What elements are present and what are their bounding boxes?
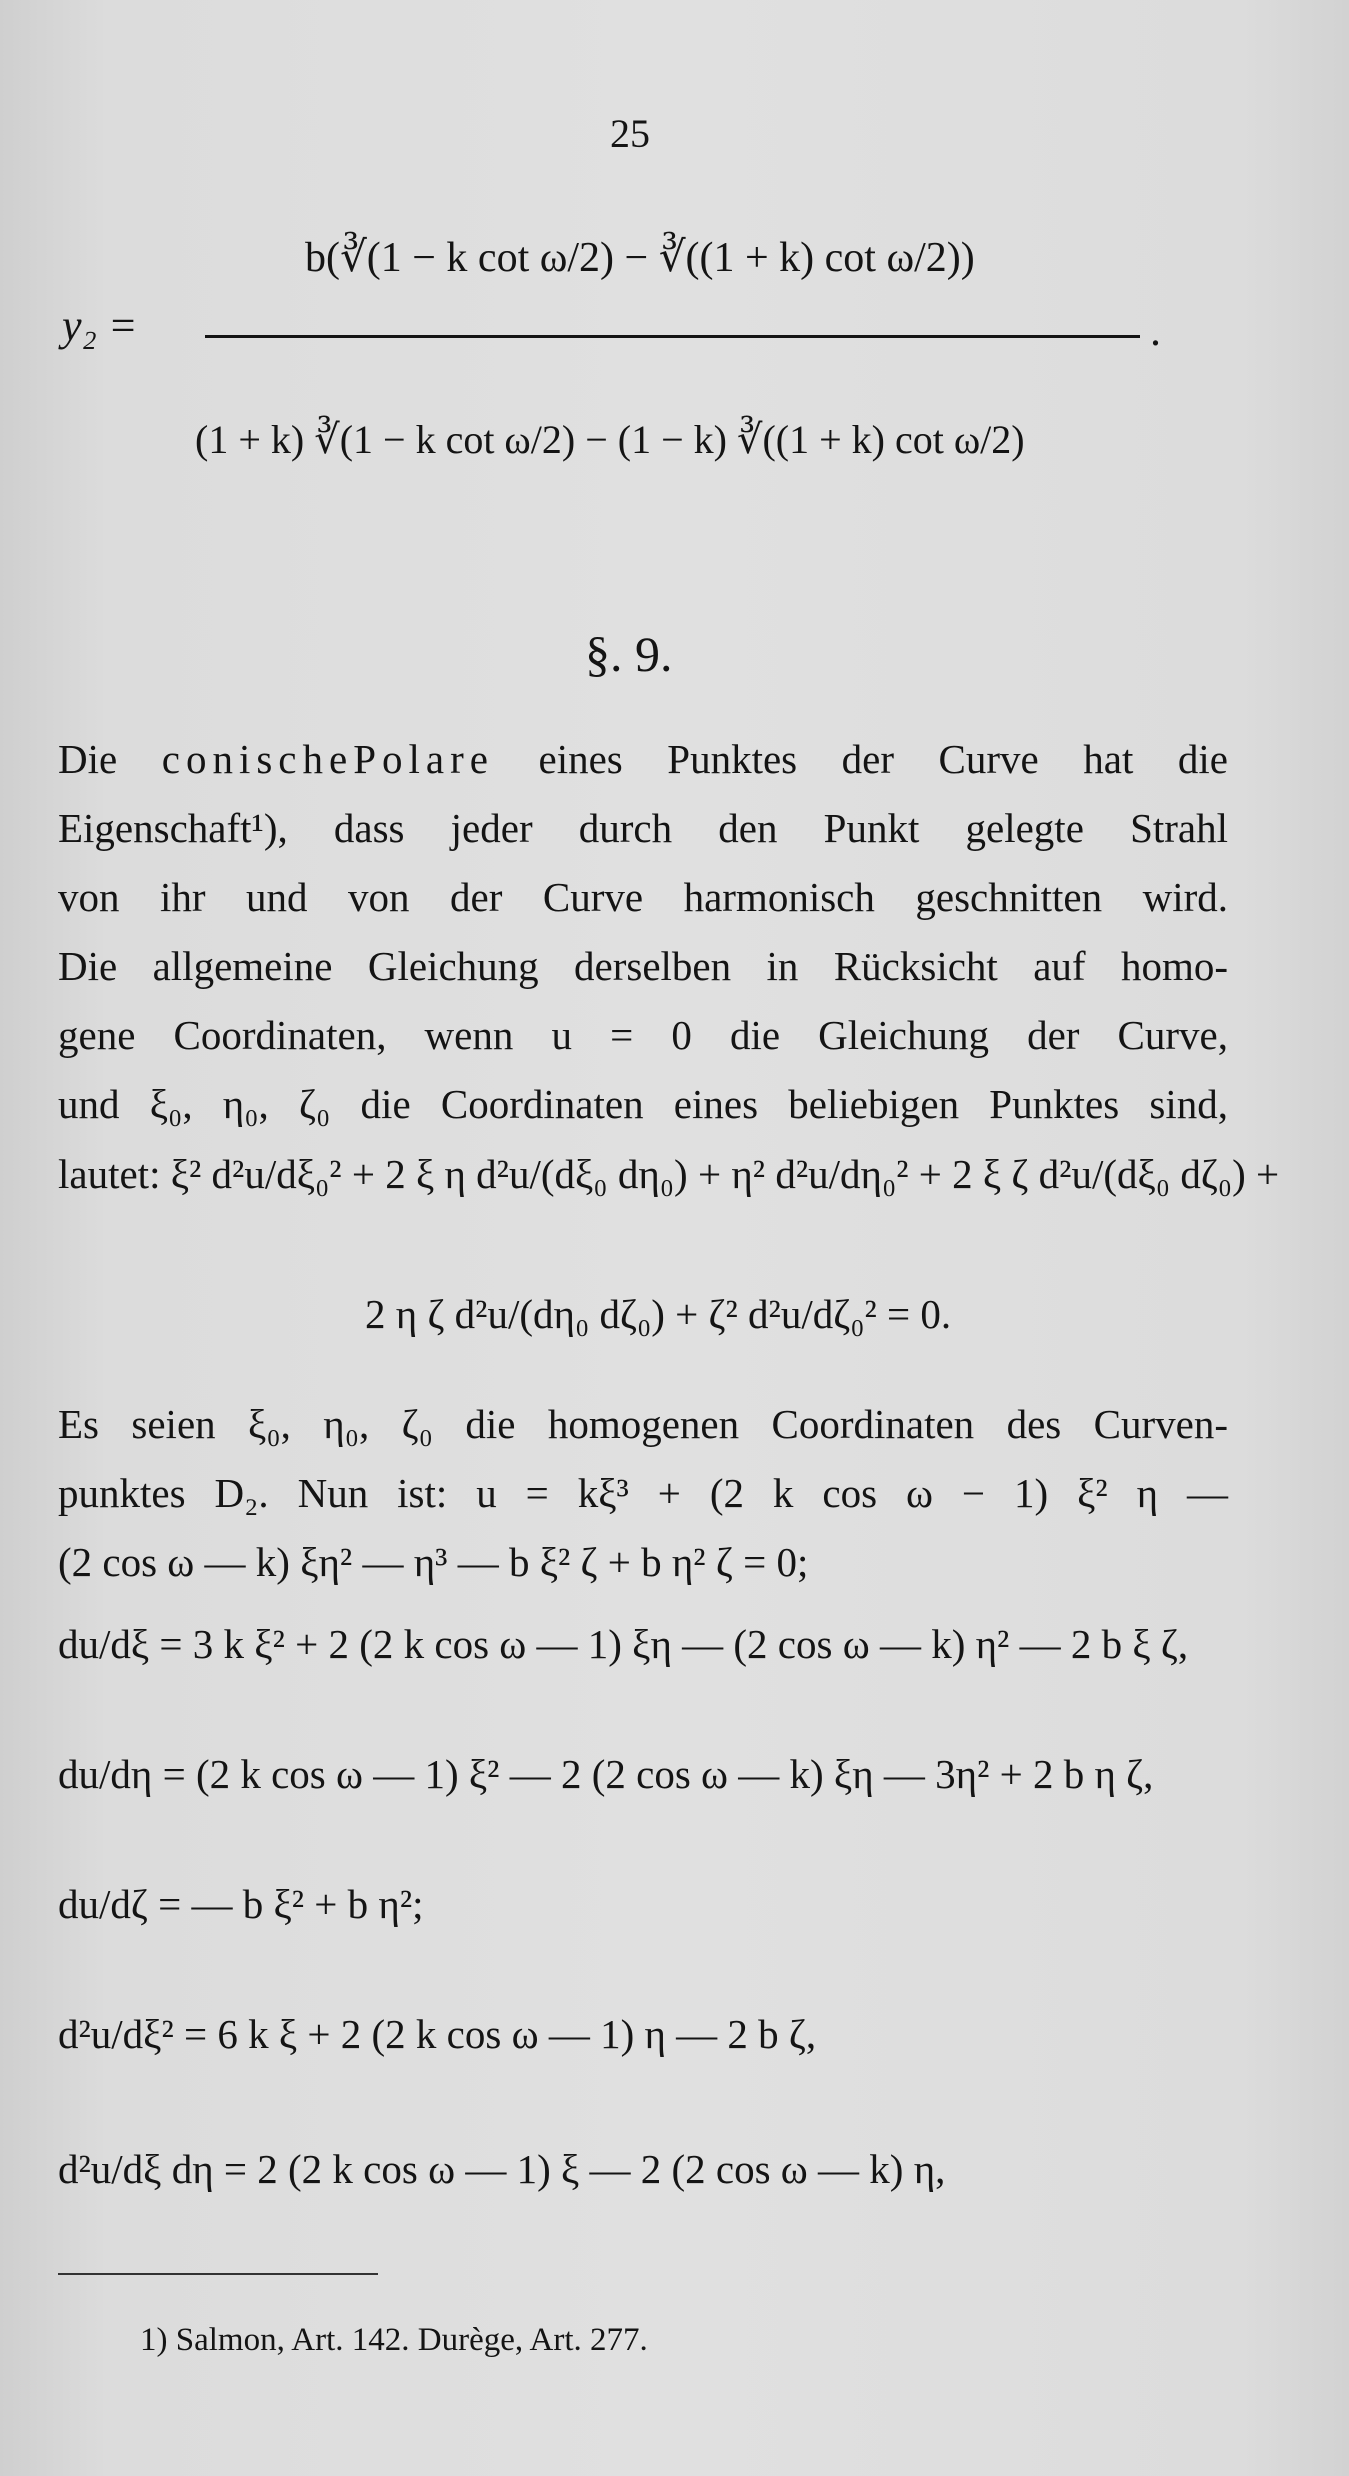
section-heading: §. 9. [585,626,673,682]
text-fragment: Die [58,736,162,782]
paragraph-2-line-2: punktes D₂. Nun ist: u = kξ³ + (2 k cos ω − 1) ξ² η — [58,1470,1228,1516]
derivative-du-dxi: du/dξ = 3 k ξ² + 2 (2 k cos ω — 1) ξη — (2 cos ω — k) η² — 2 b ξ ζ, [58,1621,1189,1667]
paragraph-1-line-4: Die allgemeine Gleichung derselben in Rücksicht auf homo- [58,943,1228,989]
derivative-du-deta: du/dη = (2 k cos ω — 1) ξ² — 2 (2 cos ω — k) ξη — 3η² + 2 b η ζ, [58,1751,1154,1797]
formula-y2-numerator: b(∛(1 − k cot ω/2) − ∛((1 + k) cot ω/2)) [305,235,975,281]
paragraph-1-line-1 [58,725,1228,794]
formula-y2-lhs: y₂ = [62,301,138,350]
formula-y2-period: . [1150,306,1161,355]
polar-equation-line-2: 2 η ζ d²u/(dη₀ dζ₀) + ζ² d²u/dζ₀² = 0. [365,1291,952,1337]
derivative-d2u-dxi-deta: d²u/dξ dη = 2 (2 k cos ω — 1) ξ — 2 (2 cos ω — k) η, [58,2146,946,2192]
polar-equation-line-1: lautet: ξ² d²u/dξ₀² + 2 ξ η d²u/(dξ₀ dη₀) + η² d²u/dη₀² + 2 ξ ζ d²u/(dξ₀ dζ₀) + [58,1151,1280,1197]
paragraph-1-line-6: und ξ₀, η₀, ζ₀ die Coordinaten eines beliebigen Punktes sind, [58,1081,1228,1127]
paragraph-1-line-2: Eigenschaft¹), dass jeder durch den Punkt gelegte Strahl [58,805,1228,851]
paragraph-1 [58,725,1228,1139]
footnote-rule [58,2273,378,2275]
derivative-du-dzeta: du/dζ = — b ξ² + b η²; [58,1881,424,1927]
paragraph-2 [58,1390,1228,1597]
page-number: 25 [610,111,650,156]
paragraph-2-line-3: (2 cos ω — k) ξη² — η³ — b ξ² ζ + b η² ζ = 0; [58,1539,809,1585]
derivative-d2u-dxi2: d²u/dξ² = 6 k ξ + 2 (2 k cos ω — 1) η — 2 b ζ, [58,2011,817,2057]
paragraph-1-line-3: von ihr und von der Curve harmonisch geschnitten wird. [58,874,1228,920]
emphasis-polare: Polare [353,736,494,782]
formula-y2-fraction-bar [205,335,1140,338]
footnote: 1) Salmon, Art. 142. Durège, Art. 277. [140,2322,648,2358]
emphasis-conische: conische [161,736,354,782]
paragraph-2-line-1: Es seien ξ₀, η₀, ζ₀ die homogenen Coordinaten des Curven- [58,1401,1228,1447]
text-fragment: eines Punktes der Curve hat die [493,736,1228,782]
paragraph-1-line-5: gene Coordinaten, wenn u = 0 die Gleichung der Curve, [58,1012,1228,1058]
formula-y2-denominator: (1 + k) ∛(1 − k cot ω/2) − (1 − k) ∛((1 + k) cot ω/2) [195,417,1025,462]
